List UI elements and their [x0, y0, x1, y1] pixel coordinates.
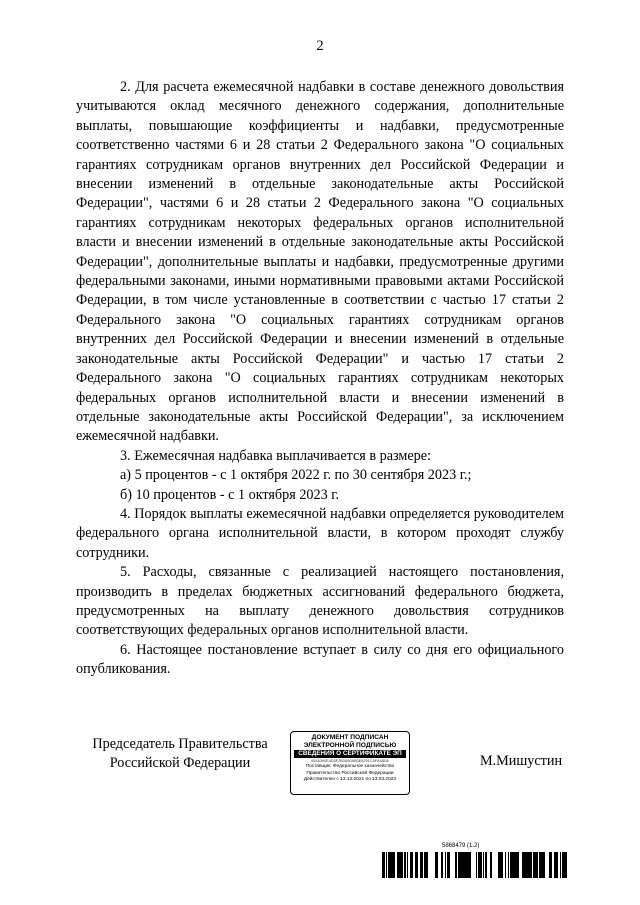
document-body: [76, 78, 564, 680]
stamp-issuer1: Поставщик: Федеральное казначейство: [305, 764, 395, 770]
page-number: 2: [316, 38, 324, 54]
stamp-line1: ДОКУМЕНТ ПОДПИСАН: [311, 734, 389, 741]
paragraph-2: 2. Для расчета ежемесячной надбавки в составе денежного довольствия учитываются оклад месячного денежного содержания, дополнительные выплаты, повышающие коэффициенты и надбавки, предусмотренные соответственно частями 6 и 28 статьи 2 Федерального закона "О социальных гарантиях сотрудникам органов внутренних дел Российской Федерации и внесении изменений в отдельные законодательные акты Российской Федерации", частями 6 и 28 статьи 2 Федерального закона "О социальных гарантиях сотрудникам некоторых федеральных органов исполнительной власти и внесении изменений в отдельные законодательные акты Российской Федерации", дополнительные выплаты и надбавки, предусмотренные другими федеральными законами, иными нормативными правовыми актами Российской Федерации, в том числе установленные в соответствии с частью 17 статьи 2 Федерального закона "О социальных гарантиях сотрудникам органов внутренних дел Российской Федерации и внесении изменений в отдельные законодательные акты Российской Федерации" и частью 17 статьи 2 Федерального закона "О социальных гарантиях сотрудникам некоторых федеральных органов исполнительной власти и внесении изменений в отдельные законодательные акты Российской Федерации", за исключением ежемесячной надбавки.: [76, 79, 564, 445]
signatory-title-line1: Председатель Правительства: [92, 736, 268, 752]
stamp-line2: ЭЛЕКТРОННОЙ ПОДПИСЬЮ: [303, 741, 397, 749]
paragraph-6: 6. Настоящее постановление вступает в силу со дня его официального опубликования.: [76, 641, 564, 678]
electronic-signature-stamp: [290, 731, 410, 795]
signatory-title-line2: Российской Федерации: [109, 755, 251, 771]
paragraph-3a: а) 5 процентов - с 1 октября 2022 г. по 30 сентября 2023 г.;: [120, 467, 472, 484]
barcode-number: 5868479 (1.2): [442, 843, 480, 849]
paragraph-3b: б) 10 процентов - с 1 октября 2023 г.: [120, 486, 340, 503]
paragraph-4: 4. Порядок выплаты ежемесячной надбавки определяется руководителем федерального органа исполнительной власти, в котором проходят службу сотрудники.: [76, 505, 564, 561]
stamp-certificate-bar: СВЕДЕНИЯ О СЕРТИФИКАТЕ ЭП: [294, 750, 406, 758]
stamp-issuer2: Правительство Российской Федерации: [306, 770, 394, 776]
stamp-validity: Действителен с 13.12.2021 по 13.03.2023: [303, 777, 397, 782]
signatory-title: [80, 735, 280, 773]
stamp-serial: 00A5390E4D5F2B0A90AB0E5291CAFA4A0A: [311, 759, 389, 764]
barcode-icon: [382, 852, 568, 878]
signatory-name: М.Мишустин: [480, 753, 563, 769]
signature-block: [0, 735, 640, 795]
paragraph-3: 3. Ежемесячная надбавка выплачивается в размере:: [120, 447, 432, 464]
stamp-title: [291, 734, 409, 749]
paragraph-5: 5. Расходы, связанные с реализацией настоящего постановления, производить в пределах бюджетных ассигнований федерального бюджета, предусмотренных на выплату денежного довольствия сотрудников соответствующих федеральных органов исполнительной власти.: [76, 564, 564, 639]
